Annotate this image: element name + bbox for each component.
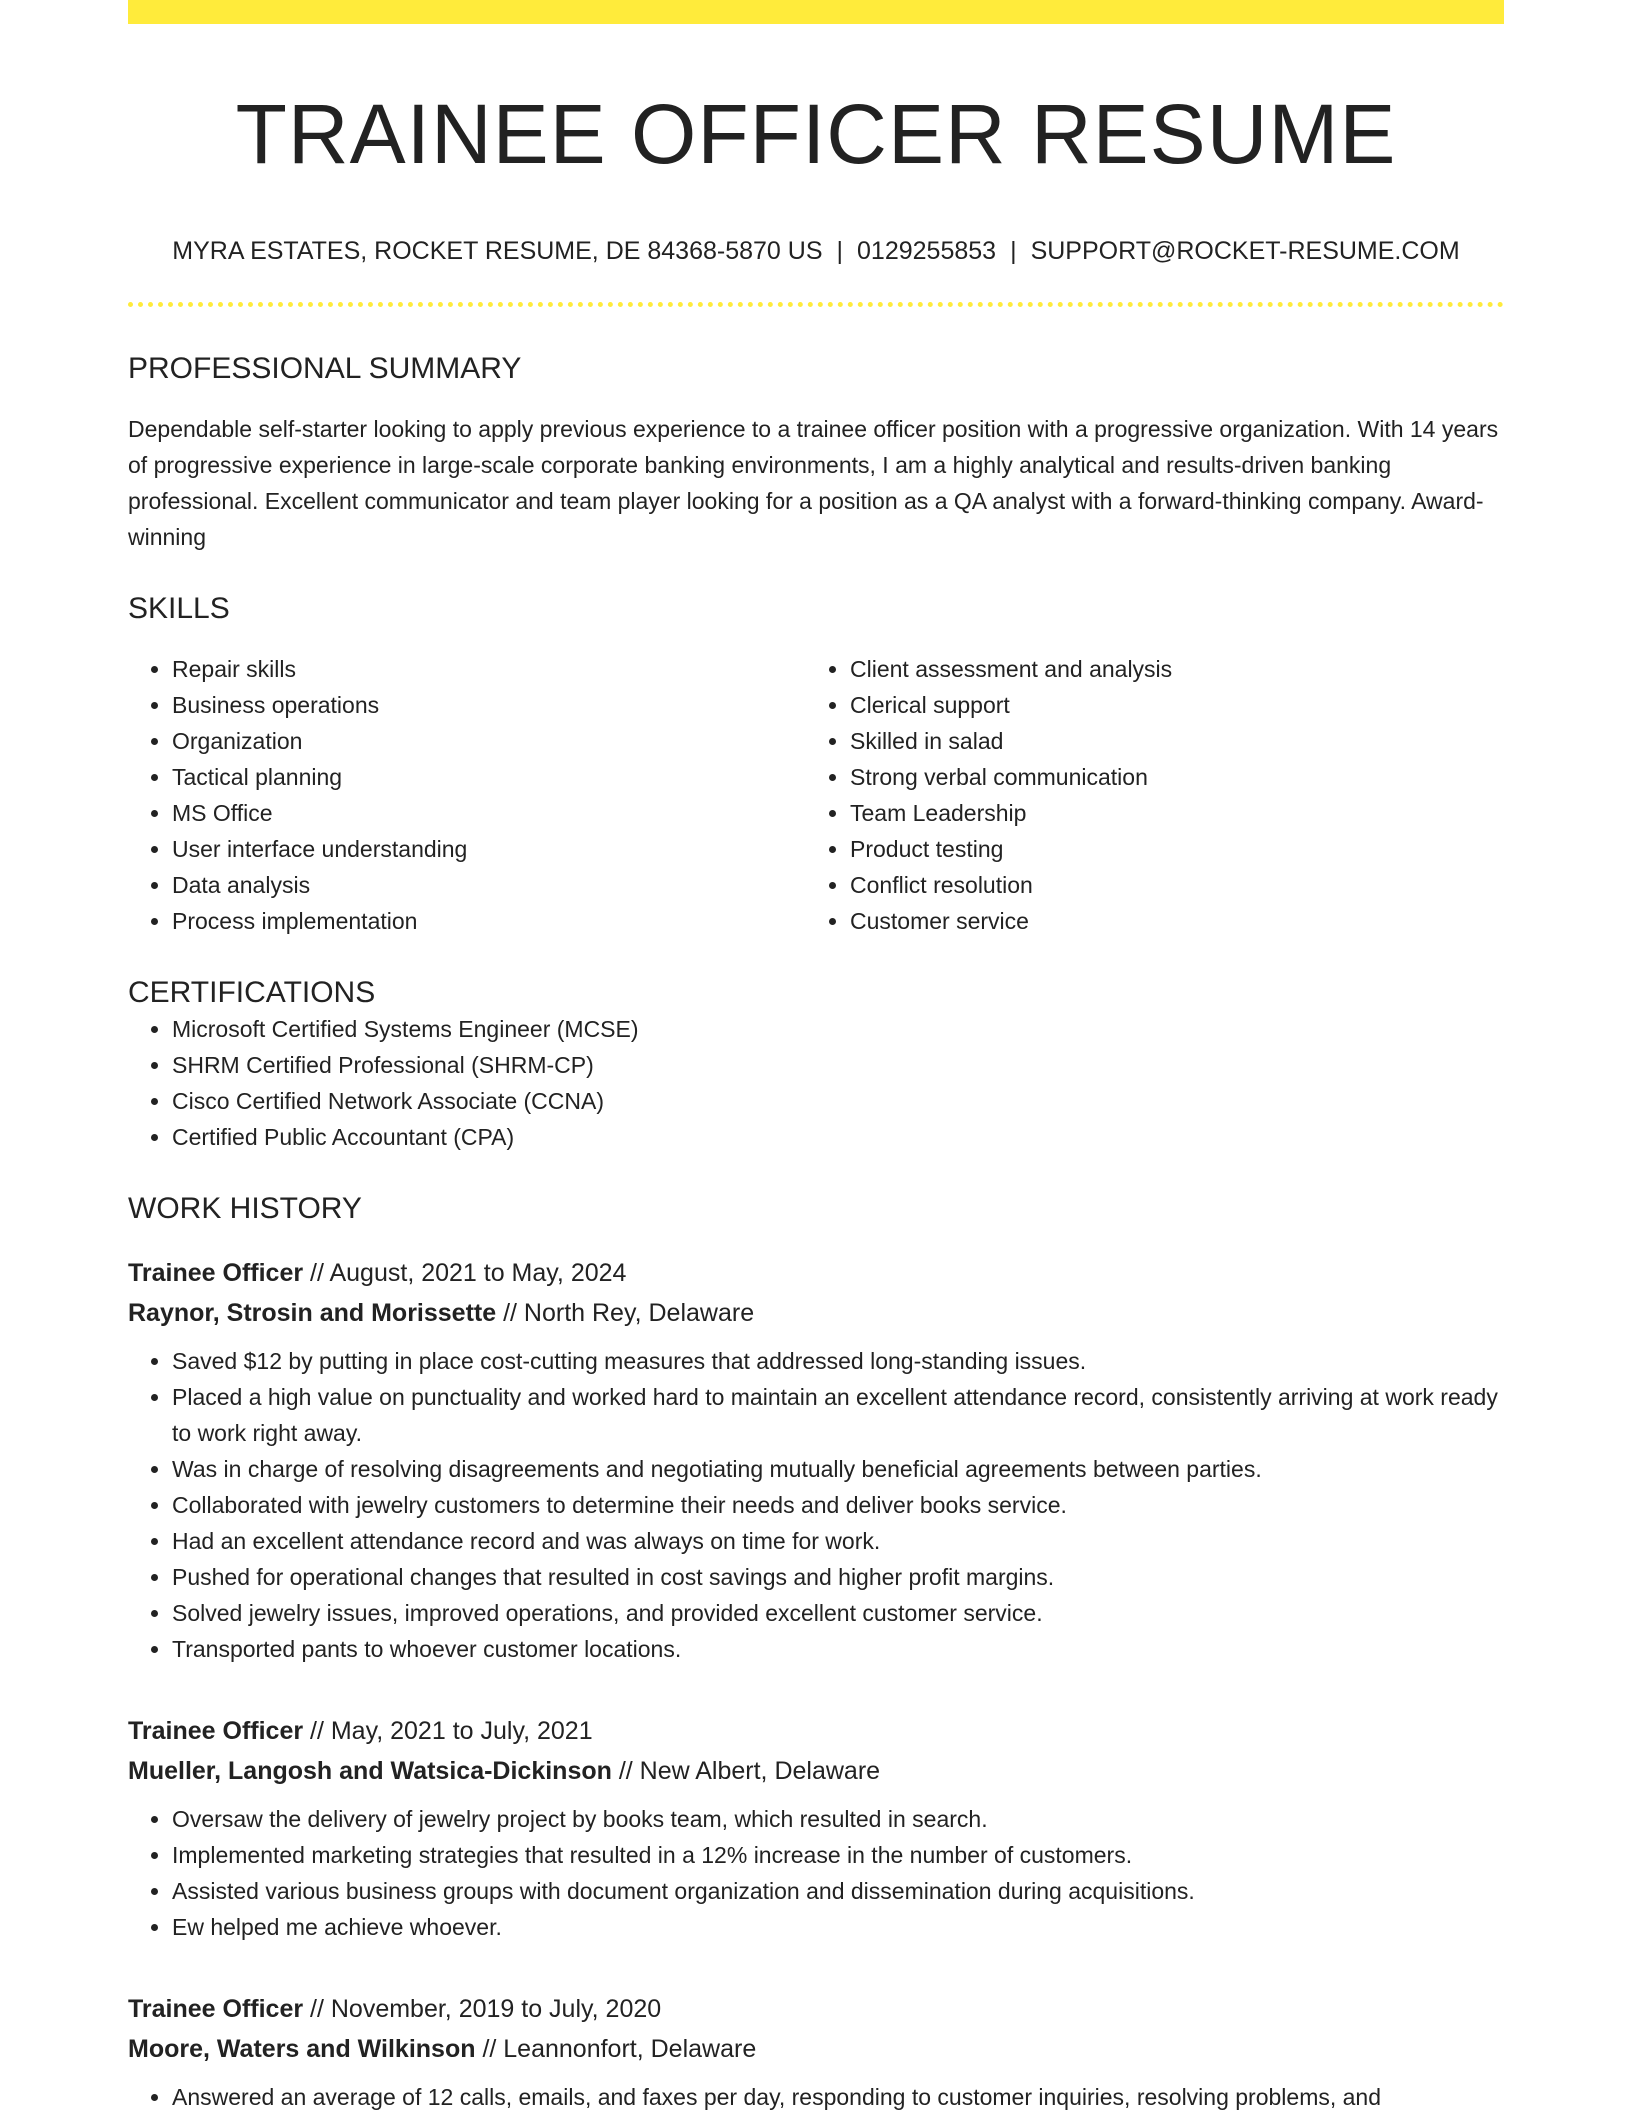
skill-item: • Customer service: [850, 903, 1484, 939]
job-role: Trainee Officer: [128, 1258, 304, 1287]
job-location: // New Albert, Delaware: [611, 1756, 881, 1785]
job-company-line: [128, 1293, 1504, 1333]
job-bullet: • Collaborated with jewelry customers to determine their needs and deliver books service.: [172, 1487, 1504, 1523]
job-entry: [128, 1253, 1504, 1667]
job-bullet: • Was in charge of resolving disagreements and negotiating mutually beneficial agreements between parties.: [172, 1451, 1504, 1487]
skill-item: • MS Office: [172, 795, 806, 831]
skill-item: • Skilled in salad: [850, 723, 1484, 759]
job-bullets: [128, 1801, 1504, 1945]
skill-item: • Data analysis: [172, 867, 806, 903]
job-entry: [128, 1711, 1504, 1945]
job-bullet: • Had an excellent attendance record and was always on time for work.: [172, 1523, 1504, 1559]
job-role: Trainee Officer: [128, 1716, 304, 1745]
certifications-list: [128, 1011, 1504, 1155]
job-company: Raynor, Strosin and Morissette: [128, 1298, 497, 1327]
job-company: Mueller, Langosh and Watsica-Dickinson: [128, 1756, 612, 1785]
skills-grid: [128, 651, 1504, 939]
job-bullet: • Ew helped me achieve whoever.: [172, 1909, 1504, 1945]
job-bullets: [128, 2079, 1504, 2115]
skill-item: • Strong verbal communication: [850, 759, 1484, 795]
skills-heading: SKILLS: [128, 591, 230, 625]
job-bullet: • Implemented marketing strategies that resulted in a 12% increase in the number of customers.: [172, 1837, 1504, 1873]
job-bullets: [128, 1343, 1504, 1667]
skill-item: • Product testing: [850, 831, 1484, 867]
skill-item: • Repair skills: [172, 651, 806, 687]
summary-heading: PROFESSIONAL SUMMARY: [128, 351, 522, 385]
skill-item: • Organization: [172, 723, 806, 759]
certification-item: • Cisco Certified Network Associate (CCNA): [172, 1083, 1504, 1119]
job-bullet: • Saved $12 by putting in place cost-cutting measures that addressed long-standing issues.: [172, 1343, 1504, 1379]
contact-separator: |: [836, 236, 844, 265]
job-role: Trainee Officer: [128, 1994, 304, 2023]
skills-list-left: [128, 651, 806, 939]
contact-phone: 0129255853: [857, 236, 997, 265]
job-company-line: [128, 1751, 1504, 1791]
skill-item: • Business operations: [172, 687, 806, 723]
certification-item: • SHRM Certified Professional (SHRM-CP): [172, 1047, 1504, 1083]
certification-item: • Microsoft Certified Systems Engineer (MCSE): [172, 1011, 1504, 1047]
job-bullet: • Assisted various business groups with document organization and dissemination during acquisitions.: [172, 1873, 1504, 1909]
contact-address: MYRA ESTATES, ROCKET RESUME, DE 84368-5870 US: [172, 236, 823, 265]
skills-column-left: [128, 651, 806, 939]
job-bullet: • Placed a high value on punctuality and worked hard to maintain an excellent attendance record, consistently arriving at work ready to work right away.: [172, 1379, 1504, 1451]
job-company: Moore, Waters and Wilkinson: [128, 2034, 476, 2063]
job-title-line: [128, 1711, 1504, 1751]
certifications-heading: CERTIFICATIONS: [128, 975, 376, 1009]
resume-page: [128, 0, 1504, 2115]
job-bullet: • Transported pants to whoever customer locations.: [172, 1631, 1504, 1667]
skill-item: • Process implementation: [172, 903, 806, 939]
job-company-line: [128, 2029, 1504, 2069]
skill-item: • User interface understanding: [172, 831, 806, 867]
skill-item: • Clerical support: [850, 687, 1484, 723]
job-bullet: • Pushed for operational changes that resulted in cost savings and higher profit margins.: [172, 1559, 1504, 1595]
job-entry: [128, 1989, 1504, 2115]
skills-list-right: [806, 651, 1484, 939]
skill-item: • Client assessment and analysis: [850, 651, 1484, 687]
job-dates: // August, 2021 to May, 2024: [303, 1258, 627, 1287]
summary-text: Dependable self-starter looking to apply previous experience to a trainee officer position with a progressive organization. With 14 years of progressive experience in large-scale corporate banking environments, I am a highly analytical and results-driven banking professional. Excellent communicator and team player looking for a position as a QA analyst with a forward-thinking company. Award-winning: [128, 415, 1499, 550]
job-dates: // May, 2021 to July, 2021: [303, 1716, 593, 1745]
job-dates: // November, 2019 to July, 2020: [303, 1994, 662, 2023]
contact-line: [128, 237, 1504, 266]
accent-bar: [128, 0, 1504, 24]
skill-item: • Conflict resolution: [850, 867, 1484, 903]
resume-title: TRAINEE OFFICER RESUME: [235, 87, 1397, 181]
contact-separator: |: [1010, 236, 1017, 265]
job-title-line: [128, 1253, 1504, 1293]
skill-item: • Tactical planning: [172, 759, 806, 795]
contact-email: SUPPORT@ROCKET-RESUME.COM: [1030, 236, 1460, 265]
dotted-divider: [128, 302, 1504, 307]
skill-item: • Team Leadership: [850, 795, 1484, 831]
job-bullet: • Answered an average of 12 calls, emails, and faxes per day, responding to customer inquiries, resolving problems, and: [172, 2079, 1504, 2115]
job-title-line: [128, 1989, 1504, 2029]
work-history-heading: WORK HISTORY: [128, 1191, 362, 1225]
job-location: // Leannonfort, Delaware: [475, 2034, 757, 2063]
skills-column-right: [806, 651, 1484, 939]
job-location: // North Rey, Delaware: [496, 1298, 755, 1327]
certification-item: • Certified Public Accountant (CPA): [172, 1119, 1504, 1155]
job-bullet: • Oversaw the delivery of jewelry project by books team, which resulted in search.: [172, 1801, 1504, 1837]
job-bullet: • Solved jewelry issues, improved operations, and provided excellent customer service.: [172, 1595, 1504, 1631]
